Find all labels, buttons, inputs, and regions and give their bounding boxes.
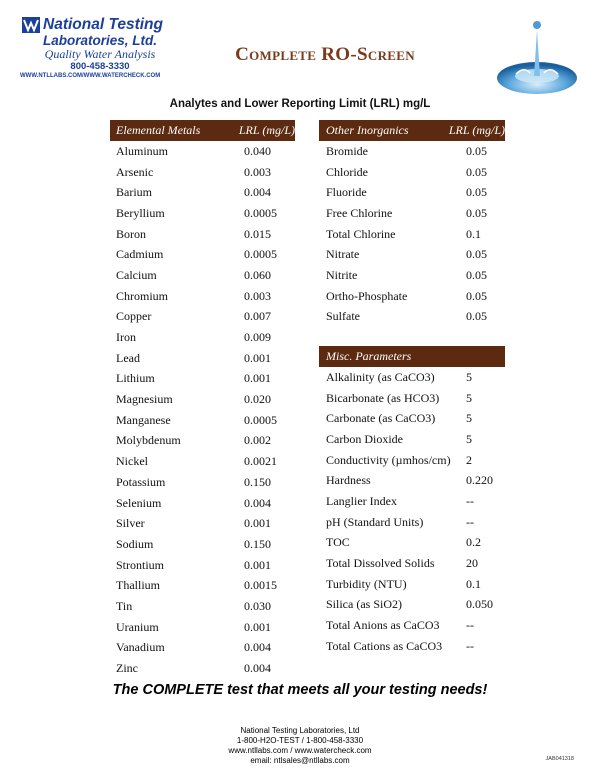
table-row — [110, 493, 295, 514]
analyte-name: Total Anions as CaCO3 — [326, 618, 440, 633]
brand-phone: 800-458-3330 — [70, 61, 130, 72]
lrl-value: 0.001 — [244, 557, 271, 572]
analyte-name: Molybdenum — [116, 433, 181, 448]
analyte-name: Nickel — [116, 454, 148, 469]
lrl-value: 0.003 — [244, 164, 271, 179]
lrl-value: 0.05 — [466, 185, 487, 200]
analyte-name: Copper — [116, 309, 152, 324]
table-row — [319, 307, 505, 328]
table-row — [319, 470, 505, 491]
other-inorganics-table — [319, 120, 505, 327]
table-row — [319, 429, 505, 450]
brand-row — [22, 16, 172, 33]
lrl-value: 0.05 — [466, 164, 487, 179]
lrl-value: 0.05 — [466, 143, 487, 158]
lrl-value: 0.007 — [244, 309, 271, 324]
table-row — [110, 348, 295, 369]
table-row — [110, 513, 295, 534]
lrl-value: 0.1 — [466, 576, 481, 591]
table-row — [319, 141, 505, 162]
brand-name-line1: National Testing — [43, 16, 163, 33]
ntl-logo-icon — [22, 17, 40, 33]
lrl-value: -- — [466, 638, 474, 653]
table-row — [110, 162, 295, 183]
lrl-value: 0.05 — [466, 309, 487, 324]
lrl-value: 0.05 — [466, 247, 487, 262]
table-row — [319, 244, 505, 265]
analyte-name: Turbidity (NTU) — [326, 576, 407, 591]
lrl-value: 20 — [466, 556, 478, 571]
lrl-value: 0.040 — [244, 143, 271, 158]
table-row — [319, 636, 505, 657]
analyte-name: Potassium — [116, 474, 166, 489]
analyte-name: Silica (as SiO2) — [326, 597, 402, 612]
lrl-value: 0.002 — [244, 433, 271, 448]
lrl-value: 0.009 — [244, 330, 271, 345]
table-row — [319, 203, 505, 224]
table-row — [110, 265, 295, 286]
analyte-name: pH (Standard Units) — [326, 514, 424, 529]
table-row — [110, 369, 295, 390]
lrl-value: 5 — [466, 431, 472, 446]
analyte-name: Total Dissolved Solids — [326, 556, 435, 571]
lrl-value: 0.220 — [466, 473, 493, 488]
analyte-name: Uranium — [116, 619, 159, 634]
brand-tagline: Quality Water Analysis — [44, 47, 156, 61]
lrl-value: 0.003 — [244, 288, 271, 303]
footer-contact — [0, 726, 600, 766]
analyte-name: Magnesium — [116, 392, 173, 407]
analyte-name: Langlier Index — [326, 493, 397, 508]
lrl-value: 0.0005 — [244, 205, 277, 220]
analyte-name: Carbon Dioxide — [326, 431, 403, 446]
footer-line: National Testing Laboratories, Ltd — [240, 726, 360, 735]
table-row — [110, 182, 295, 203]
analyte-name: Manganese — [116, 412, 171, 427]
lrl-value: 0.0005 — [244, 412, 277, 427]
lrl-value: 0.020 — [244, 392, 271, 407]
lrl-value: 0.060 — [244, 267, 271, 282]
column-header: LRL (mg/L) — [448, 123, 505, 137]
analyte-name: Sulfate — [326, 309, 360, 324]
footer-line: 1-800-H2O-TEST / 1-800-458-3330 — [236, 736, 364, 745]
analyte-name: Beryllium — [116, 205, 165, 220]
lrl-value: -- — [466, 514, 474, 529]
analyte-name: Iron — [116, 330, 136, 345]
lrl-value: 0.0005 — [244, 247, 277, 262]
table-row — [319, 574, 505, 595]
table-row — [319, 533, 505, 554]
table-row — [110, 203, 295, 224]
lrl-value: 0.004 — [244, 640, 271, 655]
lrl-value: 5 — [466, 390, 472, 405]
table-row — [110, 141, 295, 162]
lrl-value: 0.0015 — [244, 578, 277, 593]
analyte-name: Aluminum — [116, 143, 169, 158]
analyte-name: Barium — [116, 185, 152, 200]
table-row — [319, 615, 505, 636]
footer-line: email: ntlsales@ntllabs.com — [250, 756, 350, 765]
table-row — [110, 410, 295, 431]
analyte-name: Conductivity (µmhos/cm) — [326, 452, 451, 467]
lrl-value: -- — [466, 618, 474, 633]
analyte-name: Chloride — [326, 164, 368, 179]
footer-line: www.ntllabs.com / www.watercheck.com — [228, 746, 372, 755]
table-row — [319, 408, 505, 429]
table-row — [110, 327, 295, 348]
analyte-name: Arsenic — [116, 164, 154, 179]
lrl-value: 0.2 — [466, 535, 481, 550]
analyte-name: Alkalinity (as CaCO3) — [326, 369, 435, 384]
lrl-value: 0.001 — [244, 350, 271, 365]
analyte-name: Chromium — [116, 288, 169, 303]
company-logo — [22, 16, 172, 94]
table-row — [110, 244, 295, 265]
lrl-value: 5 — [466, 369, 472, 384]
analyte-name: Calcium — [116, 267, 157, 282]
analyte-name: Lithium — [116, 371, 155, 386]
table-row — [319, 265, 505, 286]
table-row — [110, 286, 295, 307]
analyte-name: Carbonate (as CaCO3) — [326, 411, 436, 426]
table-row — [110, 638, 295, 659]
column-header: Elemental Metals — [116, 123, 201, 137]
table-row — [319, 512, 505, 533]
lrl-value: 0.0021 — [244, 454, 277, 469]
table-row — [110, 658, 295, 679]
table-row — [110, 451, 295, 472]
lrl-value: 0.1 — [466, 226, 481, 241]
elemental-metals-table — [110, 120, 295, 679]
analyte-name: Cadmium — [116, 247, 164, 262]
analyte-name: Ortho-Phosphate — [326, 288, 408, 303]
lrl-value: 0.004 — [244, 495, 271, 510]
table-row — [319, 491, 505, 512]
analyte-name: Sodium — [116, 536, 154, 551]
table-row — [319, 367, 505, 388]
lrl-value: 0.030 — [244, 598, 271, 613]
lrl-value: 0.004 — [244, 185, 271, 200]
analyte-name: Lead — [116, 350, 140, 365]
table-subtitle: Analytes and Lower Reporting Limit (LRL) mg/L — [169, 98, 431, 110]
lrl-value: 0.001 — [244, 371, 271, 386]
table-row — [319, 224, 505, 245]
table-row — [110, 224, 295, 245]
lrl-value: 0.150 — [244, 536, 271, 551]
table-row — [110, 472, 295, 493]
table-row — [319, 162, 505, 183]
analyte-name: Bromide — [326, 143, 368, 158]
analyte-name: Silver — [116, 516, 145, 531]
analyte-name: Bicarbonate (as HCO3) — [326, 390, 440, 405]
lrl-value: 2 — [466, 452, 472, 467]
column-header: Misc. Parameters — [326, 349, 412, 363]
analyte-name: TOC — [326, 535, 350, 550]
analyte-name: Zinc — [116, 661, 138, 676]
analyte-name: Tin — [116, 598, 133, 613]
lrl-value: 5 — [466, 411, 472, 426]
analyte-name: Nitrite — [326, 267, 358, 282]
promo-tagline: The COMPLETE test that meets all your testing needs! — [112, 682, 488, 698]
table-row — [319, 388, 505, 409]
table-row — [319, 286, 505, 307]
lrl-value: 0.050 — [466, 597, 493, 612]
misc-parameters-table — [319, 346, 505, 657]
lrl-value: 0.001 — [244, 516, 271, 531]
table-row — [319, 553, 505, 574]
water-splash-icon — [496, 16, 578, 96]
table-row — [110, 431, 295, 452]
brand-name-line2: Laboratories, Ltd. — [42, 33, 157, 48]
table-row — [110, 534, 295, 555]
lrl-value: 0.05 — [466, 205, 487, 220]
analyte-name: Total Chlorine — [326, 226, 396, 241]
lrl-value: 0.001 — [244, 619, 271, 634]
analyte-name: Total Cations as CaCO3 — [326, 638, 443, 653]
table-row — [319, 595, 505, 616]
table-header — [319, 346, 505, 367]
table-row — [319, 450, 505, 471]
document-id: JAB041318 — [545, 756, 574, 762]
table-row — [110, 596, 295, 617]
page-title: Complete RO-Screen — [235, 44, 415, 65]
analyte-name: Boron — [116, 226, 146, 241]
table-header — [110, 120, 295, 141]
column-header: Other Inorganics — [326, 123, 409, 137]
lrl-value: 0.05 — [466, 267, 487, 282]
analyte-name: Thallium — [116, 578, 160, 593]
table-row — [110, 307, 295, 328]
analyte-name: Fluoride — [326, 185, 367, 200]
table-row — [110, 555, 295, 576]
analyte-name: Free Chlorine — [326, 205, 393, 220]
column-header: LRL (mg/L) — [238, 123, 295, 137]
analyte-name: Hardness — [326, 473, 371, 488]
table-row — [110, 389, 295, 410]
lrl-value: -- — [466, 493, 474, 508]
lrl-value: 0.004 — [244, 661, 271, 676]
lrl-value: 0.05 — [466, 288, 487, 303]
analyte-name: Strontium — [116, 557, 165, 572]
analyte-name: Vanadium — [116, 640, 165, 655]
lrl-value: 0.015 — [244, 226, 271, 241]
table-header — [319, 120, 505, 141]
table-row — [110, 575, 295, 596]
analyte-name: Selenium — [116, 495, 162, 510]
brand-urls: WWW.NTLLABS.COM/WWW.WATERCHECK.COM — [20, 73, 161, 79]
lrl-value: 0.150 — [244, 474, 271, 489]
table-row — [110, 617, 295, 638]
analyte-name: Nitrate — [326, 247, 360, 262]
table-row — [319, 182, 505, 203]
